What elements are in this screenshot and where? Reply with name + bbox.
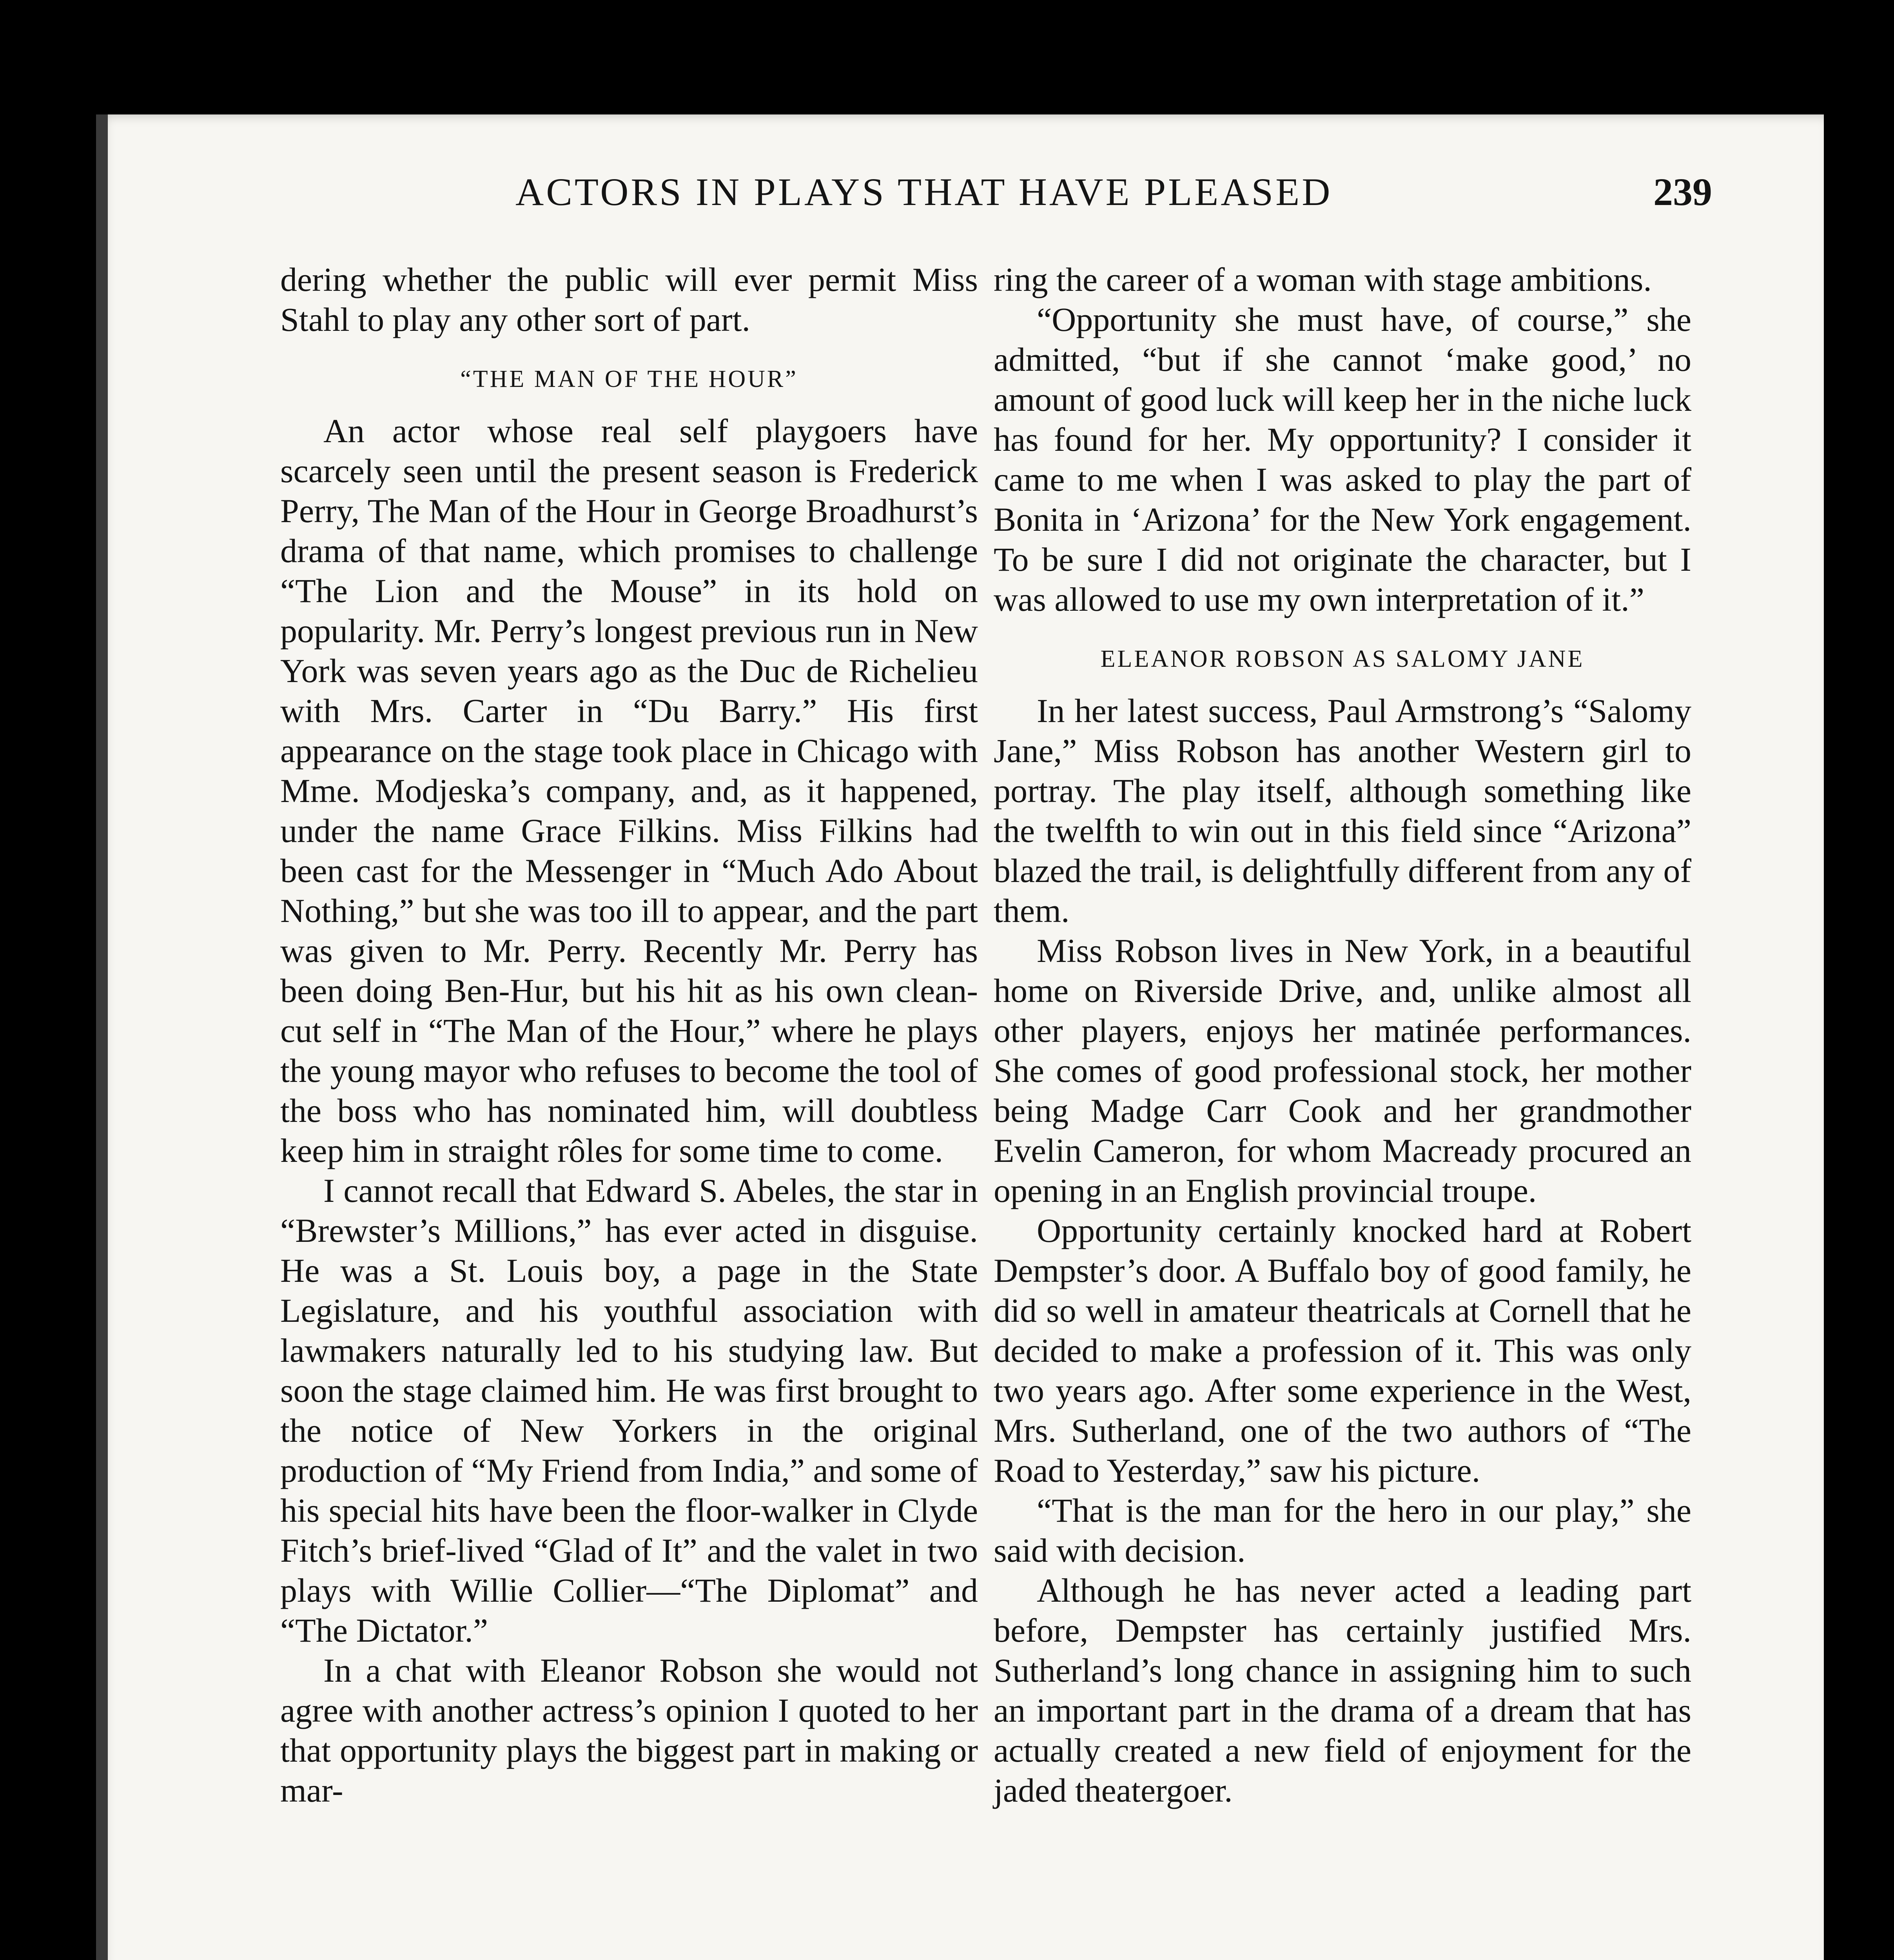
paragraph: Miss Robson lives in New York, in a beautiful home on Riverside Drive, and, unlike almost all other players, enjoys her matinée performances. She comes of good professional stock, her mother being Madge Carr Cook and her grandmother Evelin Cameron, for whom Macready procured an opening in an English provincial troupe. [994, 932, 1691, 1209]
page-number: 239 [1653, 170, 1712, 214]
magazine-page [96, 114, 1824, 1960]
paragraph: Although he has never acted a leading part before, Dempster has certainly justified Mrs. Sutherland’s long chance in assigning him to such an important part in the drama of a dream that has actually created a new field of enjoyment for the jaded theatergoer. [994, 1572, 1691, 1809]
section-heading: ELEANOR ROBSON AS SALOMY JANE [1100, 646, 1585, 672]
paragraph: ring the career of a woman with stage ambitions. [994, 261, 1652, 298]
section-heading: “THE MAN OF THE HOUR” [460, 366, 798, 392]
running-title: ACTORS IN PLAYS THAT HAVE PLEASED [515, 170, 1333, 214]
page-spine-shadow [96, 114, 108, 1960]
left-column [280, 260, 978, 1810]
paragraph: “That is the man for the hero in our play,” she said with decision. [994, 1492, 1691, 1569]
paragraph: “Opportunity she must have, of course,” she admitted, “but if she cannot ‘make good,’ no amount of good luck will keep her in the niche luck has found for her. My opportunity? I consider it came to me when I was asked to play the part of Bonita in ‘Arizona’ for the New York engagement. To be sure I did not originate the character, but I was allowed to use my own interpretation of it.” [994, 301, 1691, 618]
paragraph: An actor whose real self playgoers have scarcely seen until the present season is Frederick Perry, The Man of the Hour in George Broadhurst’s drama of that name, which promises to challenge “The Lion and the Mouse” in its hold on popularity. Mr. Perry’s longest previous run in New York was seven years ago as the Duc de Richelieu with Mrs. Carter in “Du Barry.” His first appearance on the stage took place in Chicago with Mme. Modjeska’s company, and, as it happened, under the name Grace Filkins. Miss Filkins had been cast for the Messenger in “Much Ado About Nothing,” but she was too ill to appear, and the part was given to Mr. Perry. Recently Mr. Perry has been doing Ben-Hur, but his hit as his own clean-cut self in “The Man of the Hour,” where he plays the young mayor who refuses to become the tool of the boss who has nominated him, will doubtless keep him in straight rôles for some time to come. [280, 412, 978, 1169]
paragraph: In her latest success, Paul Armstrong’s “Salomy Jane,” Miss Robson has another Western girl to portray. The play itself, although something like the twelfth to win out in this field since “Arizona” blazed the trail, is delightfully different from any of them. [994, 692, 1691, 929]
paragraph: In a chat with Eleanor Robson she would not agree with another actress’s opinion I quoted to her that opportunity plays the biggest part in making or mar- [280, 1651, 978, 1809]
paragraph: I cannot recall that Edward S. Abeles, the star in “Brewster’s Millions,” has ever acted in disguise. He was a St. Louis boy, a page in the State Legislature, and his youthful association with lawmakers naturally led to his studying law. But soon the stage claimed him. He was first brought to the notice of New Yorkers in the original production of “My Friend from India,” and some of his special hits have been the floor-walker in Clyde Fitch’s brief-lived “Glad of It” and the valet in two plays with Willie Collier—“The Diplomat” and “The Dictator.” [280, 1172, 978, 1649]
page-header [96, 169, 1824, 216]
right-column [994, 260, 1691, 1810]
paragraph: Opportunity certainly knocked hard at Robert Dempster’s door. A Buffalo boy of good family, he did so well in amateur theatricals at Cornell that he decided to make a profession of it. This was only two years ago. After some experience in the West, Mrs. Sutherland, one of the two authors of “The Road to Yesterday,” saw his picture. [994, 1212, 1691, 1489]
paragraph: dering whether the public will ever permit Miss Stahl to play any other sort of part. [280, 261, 978, 338]
